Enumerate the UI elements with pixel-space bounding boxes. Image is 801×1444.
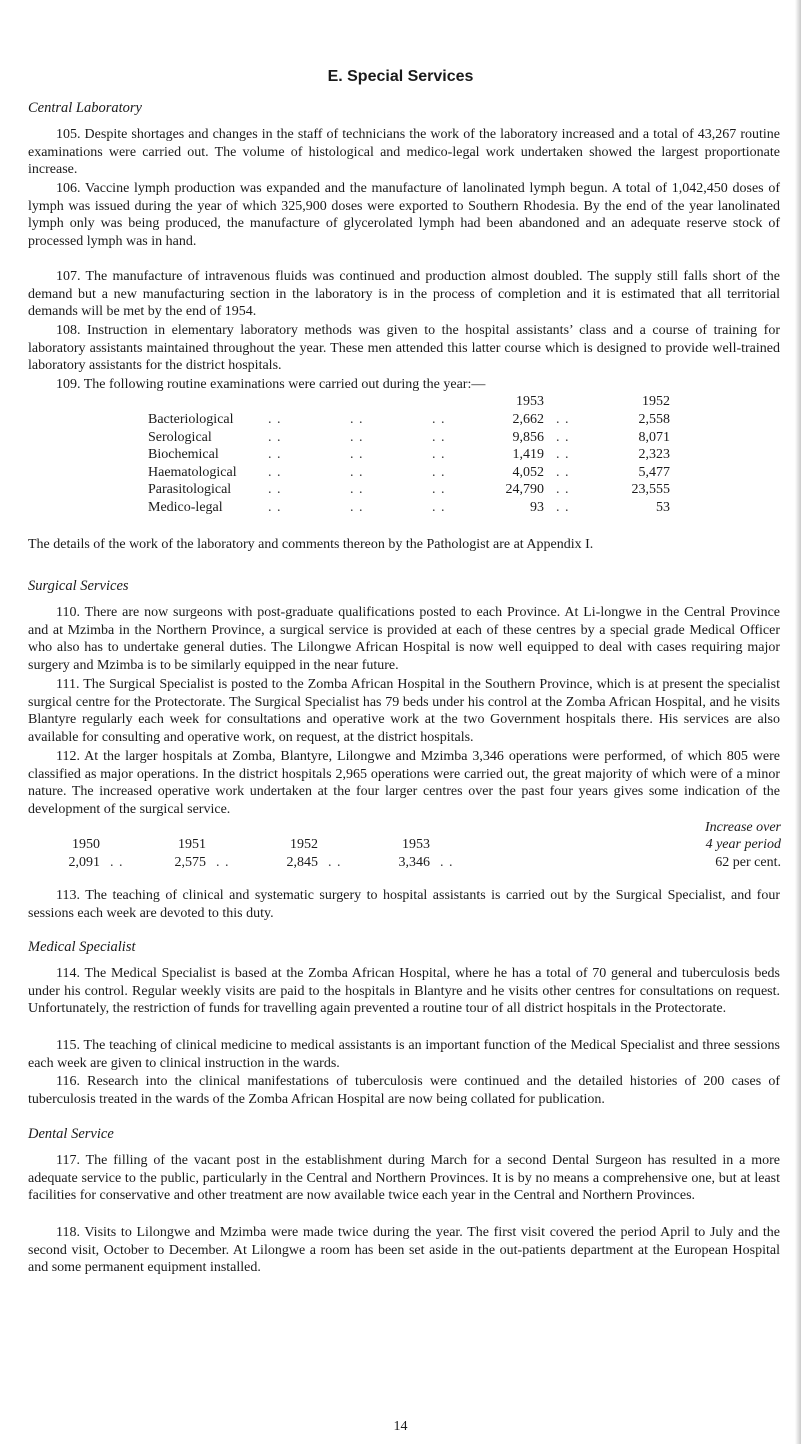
exam-value-1952: 23,555 bbox=[631, 482, 670, 498]
leader-dots: . . bbox=[432, 429, 446, 445]
ops-year: 1950 bbox=[72, 837, 100, 852]
col-1952: 1952 bbox=[642, 394, 670, 409]
leader-dots: . . bbox=[432, 447, 446, 463]
leader-dots: . . bbox=[556, 412, 570, 427]
paragraph-116: 116. Research into the clinical manifestations of tuberculosis were continued and the detailed histories of 200 cases of tuberculosis treated in the wards of the Zomba African Hospital are now being collated for publication. bbox=[28, 1074, 780, 1107]
ops-value: 2,575 bbox=[174, 855, 206, 870]
section-heading: E. Special Services bbox=[327, 68, 474, 85]
exam-type-label: Haematological bbox=[148, 464, 237, 480]
increase-header-1: Increase over bbox=[704, 820, 781, 835]
medical-specialist-title: Medical Specialist bbox=[28, 939, 136, 955]
exam-value-1953: 9,856 bbox=[512, 429, 544, 445]
page-number: 14 bbox=[393, 1419, 408, 1434]
increase-value: 62 per cent. bbox=[715, 855, 781, 870]
leader-dots: . . bbox=[350, 464, 364, 480]
leader-dots: . . bbox=[268, 447, 282, 463]
exam-value-1953: 1,419 bbox=[512, 447, 544, 463]
exam-type-label: Parasitological bbox=[148, 482, 232, 498]
exam-value-1953: 2,662 bbox=[512, 412, 544, 427]
leader-dots: . . bbox=[268, 482, 282, 498]
exam-value-1952: 5,477 bbox=[638, 464, 670, 480]
exam-type-label: Serological bbox=[148, 429, 212, 445]
leader-dots: . . bbox=[350, 500, 364, 515]
paragraph-117: 117. The filling of the vacant post in the establishment during March for a second Dental Surgeon has resulted in a more adequate service to the public, particularly in the Central and Northern Provinces. It is by no means a comprehensive one, but at least facilities for conservative and other treatment are now available twice each year in the Central and Northern Provinces. bbox=[28, 1153, 780, 1203]
paragraph-110: 110. There are now surgeons with post-graduate qualifications posted to each Province. At Li-longwe in the Central Province and at Mzimba in the Northern Province, a surgical service is provided at each of these centres by a special grade Medical Officer who also has to undertake general duties. The Lilongwe African Hospital is now well equipped to deal with cases requiring major surgery and Mzimba is to be similarly equipped in the near future. bbox=[28, 605, 780, 673]
leader-dots: . . bbox=[556, 500, 570, 515]
paragraph-112: 112. At the larger hospitals at Zomba, Blantyre, Lilongwe and Mzimba 3,346 operations were performed, of which 805 were classified as major operations. In the district hospitals 2,965 operations were carried out, the great majority of which were of a minor nature. The increased operative work undertaken at the four larger centres over the past four years gives some indication of the development of the surgical service. bbox=[28, 749, 780, 817]
leader-dots: . . bbox=[440, 855, 454, 870]
ops-value: 2,091 bbox=[68, 855, 100, 870]
paragraph-113: 113. The teaching of clinical and systematic surgery to hospital assistants is carried out by the Surgical Specialist, and four sessions each week are devoted to this duty. bbox=[28, 888, 780, 921]
leader-dots: . . bbox=[556, 447, 570, 463]
exam-type-label: Biochemical bbox=[148, 447, 219, 463]
ops-year: 1952 bbox=[290, 837, 318, 852]
exam-value-1952: 8,071 bbox=[638, 429, 670, 445]
paragraph-114: 114. The Medical Specialist is based at the Zomba African Hospital, where he has a total of 70 general and tuberculosis beds under his control. Regular weekly visits are paid to the hospitals in Blantyre and he visits other centres for consultations on request. Unfortunately, the restriction of funds for travelling again prevented a routine tour of all district hospitals in the Protectorate. bbox=[28, 966, 780, 1016]
leader-dots: . . bbox=[268, 412, 282, 427]
leader-dots: . . bbox=[556, 482, 570, 498]
exam-value-1952: 53 bbox=[656, 500, 670, 515]
dental-service-title: Dental Service bbox=[28, 1126, 114, 1142]
exam-value-1953: 24,790 bbox=[505, 482, 544, 498]
ops-value: 2,845 bbox=[286, 855, 318, 870]
col-1953: 1953 bbox=[516, 394, 544, 409]
leader-dots: . . bbox=[268, 464, 282, 480]
appendix-note: The details of the work of the laboratory and comments thereon by the Pathologist are at Appendix I. bbox=[28, 537, 594, 552]
leader-dots: . . bbox=[432, 412, 446, 427]
exam-value-1952: 2,323 bbox=[638, 447, 670, 463]
paragraph-108: 108. Instruction in elementary laboratory methods was given to the hospital assistants’ class and a course of training for laboratory assistants maintained throughout the year. These men attended this latter course which is designed to provide well-trained laboratory assistants for the district hospitals. bbox=[28, 323, 780, 373]
paragraph-111: 111. The Surgical Specialist is posted to the Zomba African Hospital in the Southern Province, which is at present the specialist surgical centre for the Protectorate. The Surgical Specialist has 79 beds under his control at the Zomba African Hospital, and he visits Blantyre regularly each week for consultations and operative work at the two Government hospitals there. His services are also available for consulting and operative work, on request, at the district hospitals. bbox=[28, 677, 780, 745]
page-edge-shadow bbox=[795, 0, 801, 1444]
leader-dots: . . bbox=[556, 464, 570, 480]
central-laboratory-title: Central Laboratory bbox=[28, 100, 142, 116]
paragraph-118: 118. Visits to Lilongwe and Mzimba were made twice during the year. The first visit covered the period April to July and the second visit, October to December. At Lilongwe a room has been set aside in the out-patients department at the European Hospital and some permanent equipment installed. bbox=[28, 1225, 780, 1275]
paragraph-107: 107. The manufacture of intravenous fluids was continued and production almost doubled. The supply still falls short of the demand but a new manufacturing section in the laboratory is in the process of completion and it is estimated that all territorial demands will be met by the end of 1954. bbox=[28, 269, 780, 319]
leader-dots: . . bbox=[350, 482, 364, 498]
leader-dots: . . bbox=[350, 447, 364, 463]
increase-header-2: 4 year period bbox=[705, 837, 781, 852]
leader-dots: . . bbox=[432, 500, 446, 515]
exam-value-1953: 93 bbox=[530, 500, 544, 515]
leader-dots: . . bbox=[216, 855, 230, 870]
exam-value-1952: 2,558 bbox=[638, 412, 670, 427]
paragraph-106: 106. Vaccine lymph production was expanded and the manufacture of lanolinated lymph begun. A total of 1,042,450 doses of lymph was issued during the year of which 325,900 doses were exported to Southern Rhodesia. By the end of the year lanolinated lymph only was being produced, the manufacture of glycerolated lymph had been abandoned and an adequate reserve stock of processed lymph was in hand. bbox=[28, 181, 780, 249]
leader-dots: . . bbox=[556, 429, 570, 445]
surgical-services-title: Surgical Services bbox=[28, 578, 129, 594]
paragraph-115: 115. The teaching of clinical medicine to medical assistants is an important function of the Medical Specialist and three sessions each week are given to clinical instruction in the wards. bbox=[28, 1038, 780, 1071]
exam-type-label: Bacteriological bbox=[148, 412, 234, 427]
exam-value-1953: 4,052 bbox=[512, 464, 544, 480]
leader-dots: . . bbox=[110, 855, 124, 870]
leader-dots: . . bbox=[350, 429, 364, 445]
paragraph-105: 105. Despite shortages and changes in the staff of technicians the work of the laboratory increased and a total of 43,267 routine examinations were carried out. The volume of histological and medico-legal work undertaken showed the largest proportionate increase. bbox=[28, 127, 780, 177]
leader-dots: . . bbox=[350, 412, 364, 427]
paragraph-109-intro: 109. The following routine examinations were carried out during the year:— bbox=[56, 377, 486, 392]
exam-type-label: Medico-legal bbox=[148, 500, 223, 515]
leader-dots: . . bbox=[268, 429, 282, 445]
ops-value: 3,346 bbox=[398, 855, 430, 870]
leader-dots: . . bbox=[432, 464, 446, 480]
leader-dots: . . bbox=[268, 500, 282, 515]
leader-dots: . . bbox=[328, 855, 342, 870]
leader-dots: . . bbox=[432, 482, 446, 498]
ops-year: 1953 bbox=[402, 837, 430, 852]
ops-year: 1951 bbox=[178, 837, 206, 852]
